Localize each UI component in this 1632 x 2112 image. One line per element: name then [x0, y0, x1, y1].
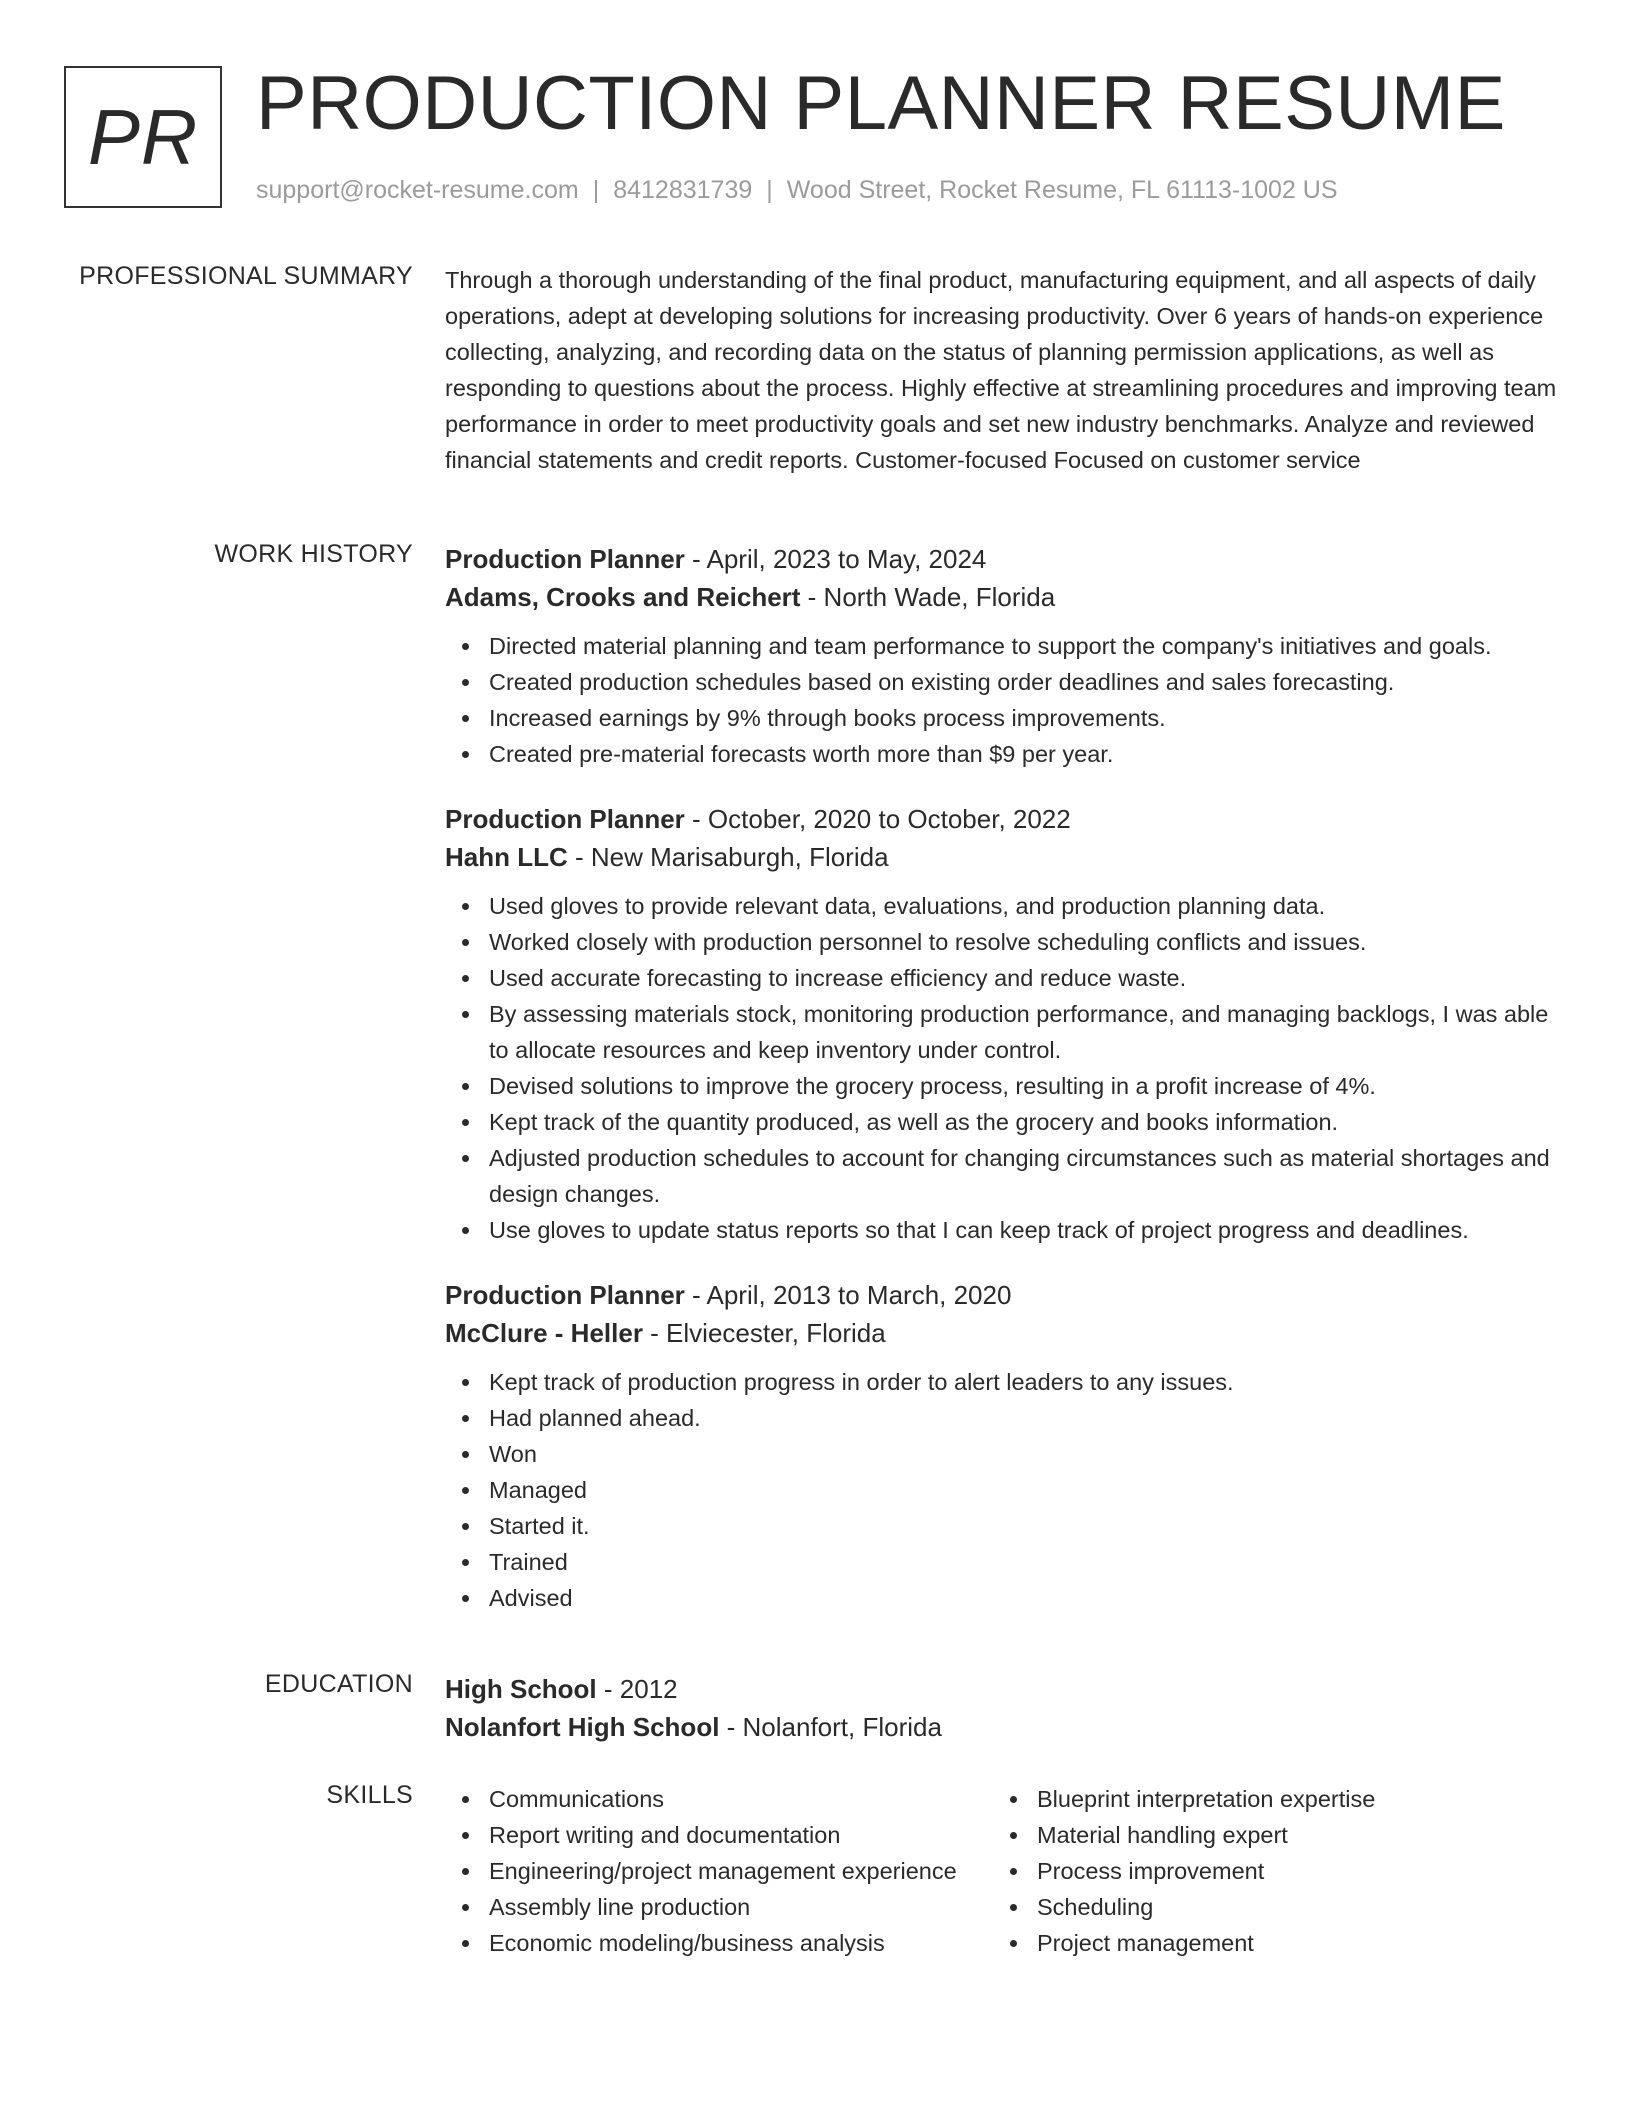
job-location: - North Wade, Florida	[800, 582, 1056, 612]
job-entry	[445, 540, 1565, 772]
job-bullet: By assessing materials stock, monitoring production performance, and managing backlogs, I was able to allocate resources and keep inventory under control.	[445, 996, 1565, 1068]
job-bullets	[445, 888, 1565, 1248]
skill-item: Blueprint interpretation expertise	[993, 1781, 1493, 1817]
jobs-list	[445, 540, 1565, 1644]
education-school-line	[445, 1708, 1565, 1746]
job-title: Production Planner	[445, 804, 685, 834]
job-bullet: Use gloves to update status reports so that I can keep track of project progress and deadlines.	[445, 1212, 1565, 1248]
job-title-line	[445, 540, 1565, 578]
skill-item: Project management	[993, 1925, 1493, 1961]
skill-item: Communications	[445, 1781, 993, 1817]
job-company: Adams, Crooks and Reichert	[445, 582, 801, 612]
skills-column-2	[993, 1781, 1493, 1961]
job-title: Production Planner	[445, 544, 685, 574]
job-entry	[445, 1276, 1565, 1616]
skill-item: Process improvement	[993, 1853, 1493, 1889]
job-bullet: Worked closely with production personnel to resolve scheduling conflicts and issues.	[445, 924, 1565, 960]
job-bullet: Kept track of production progress in order to alert leaders to any issues.	[445, 1364, 1565, 1400]
job-company-line	[445, 1314, 1565, 1352]
page-title: PRODUCTION PLANNER RESUME	[256, 61, 1506, 146]
job-title: Production Planner	[445, 1280, 685, 1310]
contact-separator: |	[592, 176, 600, 204]
job-location: - Elviecester, Florida	[642, 1318, 886, 1348]
job-title-line	[445, 800, 1565, 838]
education-degree-line	[445, 1670, 1565, 1708]
monogram-text: PR	[87, 92, 199, 181]
skill-item: Assembly line production	[445, 1889, 993, 1925]
job-entry	[445, 800, 1565, 1248]
job-bullet: Used gloves to provide relevant data, evaluations, and production planning data.	[445, 888, 1565, 924]
skill-item: Report writing and documentation	[445, 1817, 993, 1853]
job-bullet: Increased earnings by 9% through books process improvements.	[445, 700, 1565, 736]
education-year: - 2012	[596, 1674, 678, 1704]
job-dates: - April, 2023 to May, 2024	[684, 544, 987, 574]
job-company-line	[445, 578, 1565, 616]
contact-address: Wood Street, Rocket Resume, FL 61113-1002 US	[786, 176, 1338, 204]
contact-email[interactable]: support@rocket-resume.com	[256, 176, 579, 204]
section-label-skills: SKILLS	[326, 1781, 413, 1809]
education-degree: High School	[445, 1674, 597, 1704]
job-bullet: Started it.	[445, 1508, 1565, 1544]
section-label-summary: PROFESSIONAL SUMMARY	[79, 262, 413, 290]
job-dates: - April, 2013 to March, 2020	[684, 1280, 1012, 1310]
monogram-logo	[64, 66, 222, 208]
job-dates: - October, 2020 to October, 2022	[684, 804, 1071, 834]
job-company: Hahn LLC	[445, 842, 568, 872]
job-bullet: Had planned ahead.	[445, 1400, 1565, 1436]
job-bullet: Created production schedules based on existing order deadlines and sales forecasting.	[445, 664, 1565, 700]
job-bullet: Trained	[445, 1544, 1565, 1580]
education-location: - Nolanfort, Florida	[719, 1712, 942, 1742]
job-bullet: Directed material planning and team performance to support the company's initiatives and goals.	[445, 628, 1565, 664]
skills-column-1	[445, 1781, 993, 1961]
education-school: Nolanfort High School	[445, 1712, 720, 1742]
job-bullet: Managed	[445, 1472, 1565, 1508]
contact-phone[interactable]: 8412831739	[613, 176, 753, 204]
job-bullet: Advised	[445, 1580, 1565, 1616]
job-location: - New Marisaburgh, Florida	[567, 842, 889, 872]
job-bullet: Adjusted production schedules to account for changing circumstances such as material shortages and design changes.	[445, 1140, 1565, 1212]
section-label-work-history: WORK HISTORY	[214, 540, 413, 568]
section-label-education: EDUCATION	[264, 1670, 413, 1698]
summary-text: Through a thorough understanding of the final product, manufacturing equipment, and all aspects of daily operations, adept at developing solutions for increasing productivity. Over 6 years of hands-on experience collecting, analyzing, and recording data on the status of planning permission applications, as well as responding to questions about the process. Highly effective at streamlining procedures and improving team performance in order to meet productivity goals and set new industry benchmarks. Analyze and reviewed financial statements and credit reports. Customer-focused Focused on customer service	[445, 267, 1557, 473]
job-bullet: Used accurate forecasting to increase efficiency and reduce waste.	[445, 960, 1565, 996]
job-bullet: Kept track of the quantity produced, as well as the grocery and books information.	[445, 1104, 1565, 1140]
job-bullet: Created pre-material forecasts worth more than $9 per year.	[445, 736, 1565, 772]
job-title-line	[445, 1276, 1565, 1314]
job-bullet: Won	[445, 1436, 1565, 1472]
job-company-line	[445, 838, 1565, 876]
skill-item: Economic modeling/business analysis	[445, 1925, 993, 1961]
skill-item: Scheduling	[993, 1889, 1493, 1925]
skill-item: Material handling expert	[993, 1817, 1493, 1853]
skill-item: Engineering/project management experience	[445, 1853, 993, 1889]
job-bullets	[445, 628, 1565, 772]
contact-separator: |	[766, 176, 773, 204]
job-bullets	[445, 1364, 1565, 1616]
contact-line	[256, 176, 1338, 205]
job-bullet: Devised solutions to improve the grocery process, resulting in a profit increase of 4%.	[445, 1068, 1565, 1104]
job-company: McClure - Heller	[445, 1318, 643, 1348]
